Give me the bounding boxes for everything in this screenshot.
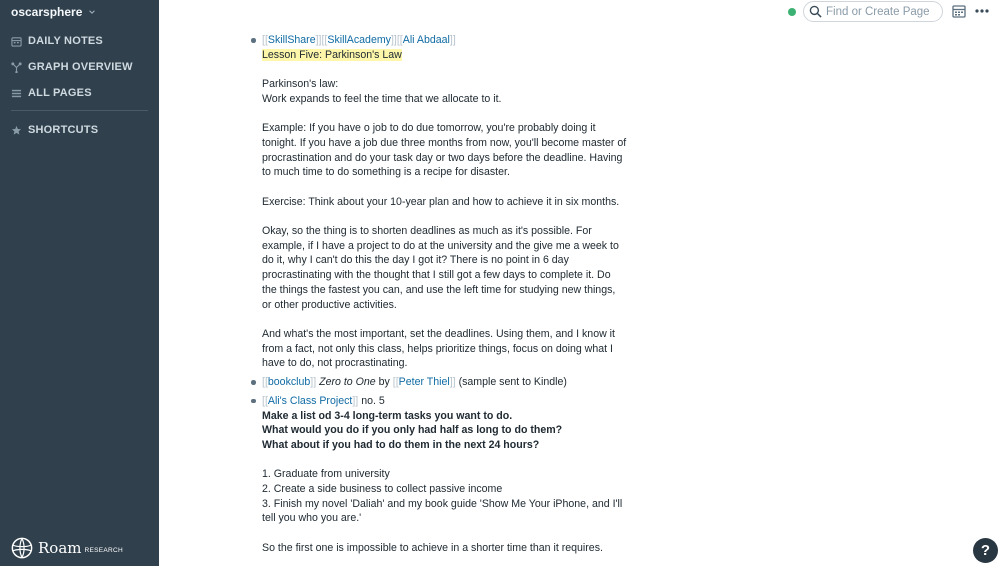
block-bullet[interactable] [251, 380, 256, 385]
graph-switcher[interactable] [11, 5, 96, 19]
search-icon [809, 5, 822, 18]
text-line: 1. Graduate from university [262, 468, 390, 481]
calendar-icon [11, 36, 22, 47]
text-line: Work expands to feel the time that we allocate to it. [262, 92, 502, 105]
text-line: procrastinating with the thought that I still got a few days to complete it. Do [262, 269, 611, 282]
text-line: from a fact, not only this class, helps prioritize things, focus on doing what I [262, 342, 613, 355]
search-box[interactable] [803, 1, 943, 22]
nav-all-pages-label: ALL PAGES [28, 87, 92, 99]
text-line: the things the fastest you can, and use the left time for studying new things, [262, 283, 616, 296]
page-content [250, 33, 630, 556]
text-line: Parkinson's law: [262, 78, 339, 91]
search-input[interactable] [826, 6, 936, 18]
text-line: or other productive activities. [262, 298, 397, 311]
text-line: have to do, not procrastinating. [262, 357, 408, 370]
star-icon [11, 125, 22, 136]
text-line: Exercise: Think about your 10-year plan and how to achieve it in six months. [262, 195, 620, 208]
text-line: do it, why I can't do this the day I got it? There is no point in 6 day [262, 254, 569, 267]
logo-word: Roam [38, 539, 82, 557]
chevron-down-icon [88, 8, 96, 16]
page-ref-skillshare[interactable]: SkillShare [267, 34, 316, 46]
nav-all-pages[interactable] [11, 86, 92, 100]
text-line-bold: What about if you had to do them in the next 24 hours? [262, 438, 540, 451]
daily-notes-calendar-icon[interactable] [952, 4, 966, 18]
page-ref-alis-class-project[interactable]: Ali's Class Project [267, 394, 353, 407]
graph-icon [11, 62, 22, 73]
sidebar-divider [11, 110, 148, 111]
logo-sub: RESEARCH [84, 546, 124, 554]
sync-status-dot [788, 8, 796, 16]
text-line: 3. Finish my novel 'Daliah' and my book guide 'Show Me Your iPhone, and I'll [262, 497, 623, 510]
left-sidebar [0, 0, 159, 566]
page-ref-skillacademy[interactable]: SkillAcademy [327, 34, 391, 46]
project-number: no. 5 [361, 394, 385, 407]
text-line-bold: What would you do if you only had half as long to do them? [262, 424, 563, 437]
list-icon [11, 88, 22, 99]
page-ref-peter-thiel[interactable]: Peter Thiel [398, 376, 450, 389]
block-refs-line: [[SkillShare]][[SkillAcademy]][[Ali Abdaal]] [262, 34, 456, 46]
text-line: Okay, so the thing is to shorten deadlines as much as it's possible. For [262, 225, 592, 238]
block-bullet[interactable] [251, 399, 256, 404]
shortcuts-header [11, 123, 98, 137]
block-bullet[interactable] [251, 38, 256, 43]
text-line: tell you who you are.' [262, 512, 362, 525]
text-line: 2. Create a side business to collect passive income [262, 483, 503, 495]
page-ref-bookclub[interactable]: bookclub [267, 376, 311, 389]
text-line: example, if I have a project to do at the university and the give me a week to [262, 239, 619, 252]
more-options-icon[interactable] [974, 4, 990, 18]
text-line: procrastination and do your task day or two days before the deadline. Having [262, 151, 623, 164]
roam-logo-icon [11, 537, 33, 559]
text-line: So the first one is impossible to achieve in a shorter time than it requires. [262, 541, 603, 554]
by-text: by [378, 376, 390, 389]
text-line: tonight. If you have a job due three months from now, you'll become master of [262, 136, 627, 149]
page-ref-ali-abdaal[interactable]: Ali Abdaal [402, 34, 450, 46]
nav-daily-notes-label: DAILY NOTES [28, 35, 103, 47]
book-note: (sample sent to Kindle) [458, 376, 567, 389]
block-lesson-five[interactable] [250, 33, 630, 371]
text-line: to much time to do something is a recipe for disaster. [262, 166, 510, 179]
book-title: Zero to One [319, 376, 376, 389]
text-line: Example: If you have o job to do due tomorrow, you're probably doing it [262, 122, 596, 135]
block-class-project[interactable]: [[Ali's Class Project]] no. 5 Make a list od 3-4 long-term tasks you want to do. What would you do if you only had half as long to do them? What about if you had to do them in the next 24 hours? 1. Graduate from university 2. Create a side business to collect passive income 3. Finish my novel 'Daliah' and my book guide 'Show Me Your iPhone, and I'll tell you who you are.' So the first one is impossible to achieve in a shorter time than it requires. [250, 394, 630, 556]
nav-graph-overview[interactable] [11, 60, 133, 74]
help-button[interactable]: ? [973, 538, 998, 563]
graph-name: oscarsphere [11, 5, 83, 19]
roam-logo [11, 537, 123, 559]
nav-daily-notes[interactable] [11, 34, 103, 48]
lesson-title-highlight: Lesson Five: Parkinson's Law [262, 48, 402, 61]
nav-graph-overview-label: GRAPH OVERVIEW [28, 61, 133, 73]
text-line: And what's the most important, set the deadlines. Using them, and I know it [262, 327, 615, 340]
block-bookclub[interactable]: [[bookclub]] Zero to One by [[Peter Thiel]] (sample sent to Kindle) [250, 375, 630, 390]
shortcuts-label: SHORTCUTS [28, 124, 99, 136]
text-line-bold: Make a list od 3-4 long-term tasks you want to do. [262, 409, 513, 422]
